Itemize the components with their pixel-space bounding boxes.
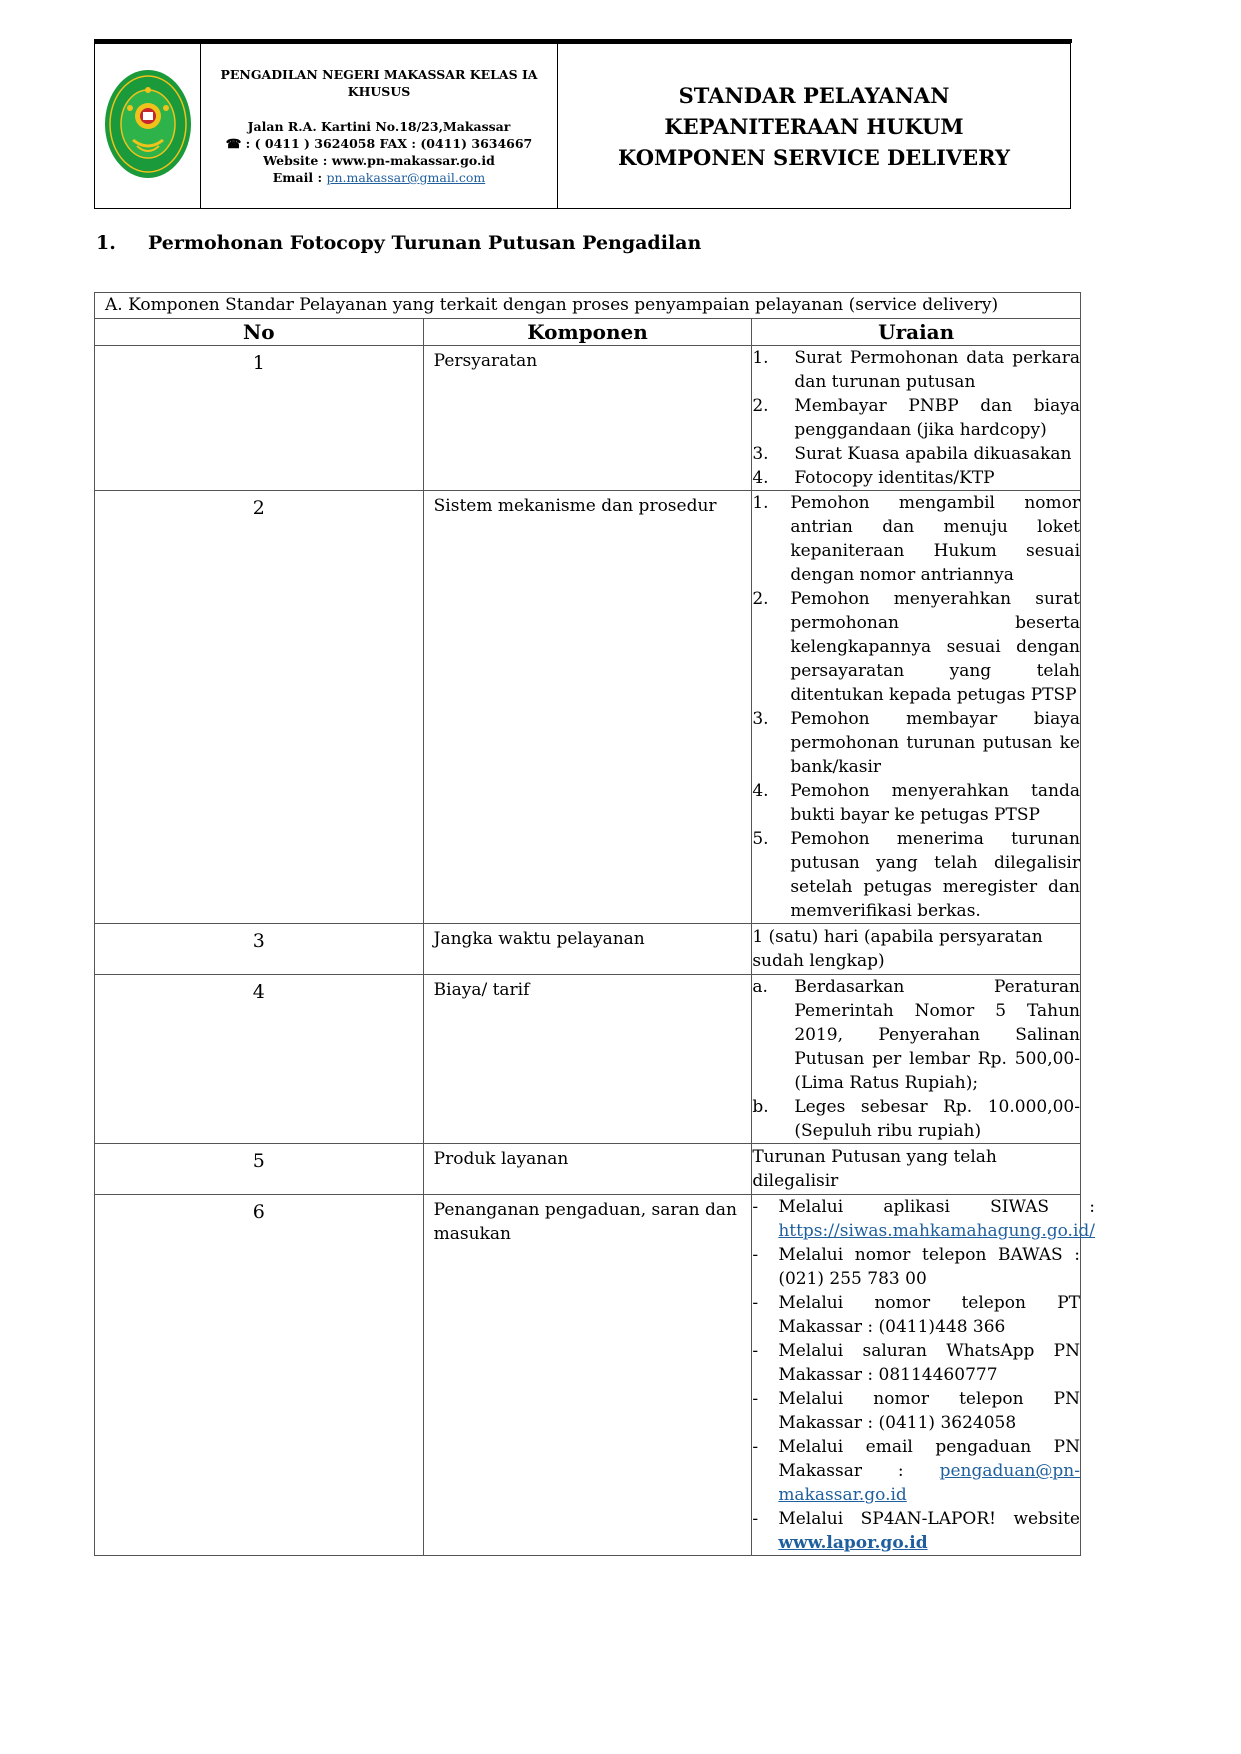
header-no: No <box>95 319 424 346</box>
requirements-list <box>752 346 1080 490</box>
row-uraian <box>752 975 1081 1144</box>
document-title-line-1: STANDAR PELAYANAN <box>678 82 950 108</box>
row-komponen <box>423 1195 752 1556</box>
list-text <box>778 1195 1095 1243</box>
list-marker: - <box>752 1389 759 1409</box>
list-item <box>752 1387 1080 1435</box>
phone-icon: ☎ <box>225 136 242 151</box>
document-title-cell <box>558 44 1071 209</box>
list-marker: 4. <box>752 781 769 801</box>
list-marker: - <box>752 1437 759 1457</box>
row-number <box>95 1195 424 1556</box>
document-title-line-2: KEPANITERAAN HUKUM <box>664 113 964 139</box>
list-text: Membayar PNBP dan biaya penggandaan (jika hardcopy) <box>794 396 1080 440</box>
list-text: Pemohon menyerahkan tanda bukti bayar ke petugas PTSP <box>790 781 1080 825</box>
row-komponen-text: Jangka waktu pelayanan <box>433 929 645 949</box>
list-item <box>752 1507 1080 1555</box>
list-item <box>752 394 1080 442</box>
siwas-link[interactable]: https://siwas.mahkamahagung.go.id/ <box>778 1221 1096 1241</box>
list-marker: a. <box>752 977 768 997</box>
list-text: Melalui nomor telepon BAWAS : (021) 255 783 00 <box>778 1245 1080 1289</box>
list-item <box>752 466 1080 490</box>
table-row <box>95 1144 1081 1195</box>
court-email <box>201 169 557 186</box>
list-item <box>752 1339 1080 1387</box>
row-komponen <box>423 491 752 924</box>
row-number <box>95 924 424 975</box>
row-number <box>95 346 424 491</box>
list-text: Berdasarkan Peraturan Pemerintah Nomor 5 Tahun 2019, Penyerahan Salinan Putusan per lembar Rp. 500,00- (Lima Ratus Rupiah); <box>794 977 1080 1093</box>
court-website: Website : www.pn-makassar.go.id <box>263 153 495 168</box>
table-row <box>95 975 1081 1144</box>
lapor-link[interactable]: www.lapor.go.id <box>778 1533 928 1553</box>
list-text: Melalui nomor telepon PN Makassar : (0411) 3624058 <box>778 1389 1080 1433</box>
list-item <box>752 1243 1080 1291</box>
row-komponen-text: Penanganan pengaduan, saran dan masukan <box>433 1200 737 1244</box>
list-item <box>752 779 1080 827</box>
list-text: Fotocopy identitas/KTP <box>794 468 995 488</box>
row-number-text: 3 <box>252 930 265 952</box>
list-text: Pemohon membayar biaya permohonan turunan putusan ke bank/kasir <box>790 709 1080 777</box>
court-email-link[interactable]: pn.makassar@gmail.com <box>326 170 486 185</box>
table-caption-row <box>95 293 1081 319</box>
list-item <box>752 827 1080 923</box>
list-text: Melalui saluran WhatsApp PN Makassar : 08114460777 <box>778 1341 1080 1385</box>
list-item <box>752 442 1080 466</box>
list-item <box>752 1435 1080 1507</box>
list-text: Pemohon mengambil nomor antrian dan menuju loket kepaniteraan Hukum sesuai dengan nomor antriannya <box>790 493 1080 585</box>
row-uraian <box>752 924 1081 975</box>
channel-label: Melalui aplikasi SIWAS : <box>778 1197 1096 1217</box>
list-text: Leges sebesar Rp. 10.000,00- (Sepuluh ribu rupiah) <box>794 1097 1080 1141</box>
list-text: Surat Kuasa apabila dikuasakan <box>794 444 1072 464</box>
court-name: PENGADILAN NEGERI MAKASSAR KELAS IA KHUSUS <box>220 67 538 99</box>
row-komponen-text: Produk layanan <box>433 1149 569 1169</box>
section-title: Permohonan Fotocopy Turunan Putusan Pengadilan <box>148 232 702 254</box>
header-komponen: Komponen <box>423 319 752 346</box>
row-uraian-text: 1 (satu) hari (apabila persyaratan sudah lengkap) <box>752 927 1043 971</box>
row-komponen <box>423 924 752 975</box>
list-text <box>778 1435 1080 1507</box>
section-heading <box>96 232 701 254</box>
channel-label: Melalui SP4AN-LAPOR! website <box>778 1509 1080 1529</box>
header-uraian: Uraian <box>752 319 1081 346</box>
list-item <box>752 707 1080 779</box>
row-uraian <box>752 1144 1081 1195</box>
complaint-email-link[interactable]: pengaduan@pn-makassar.go.id <box>778 1461 1080 1505</box>
list-item <box>752 346 1080 394</box>
row-number-text: 5 <box>252 1150 265 1172</box>
court-logo-icon <box>103 68 193 180</box>
list-marker: 3. <box>752 444 769 464</box>
row-uraian <box>752 346 1081 491</box>
table-row <box>95 346 1081 491</box>
list-marker: 4. <box>752 468 769 488</box>
list-text: Melalui nomor telepon PT Makassar : (0411)448 366 <box>778 1293 1080 1337</box>
court-address: Jalan R.A. Kartini No.18/23,Makassar <box>247 119 511 134</box>
complaint-channels-list <box>752 1195 1096 1555</box>
service-standard-table <box>94 292 1096 1556</box>
court-email-label: Email : <box>272 170 327 185</box>
list-item <box>752 975 1080 1095</box>
court-phone <box>201 135 557 152</box>
row-komponen <box>423 975 752 1144</box>
row-komponen-text: Persyaratan <box>433 351 538 371</box>
list-text: Pemohon menyerahkan surat permohonan beserta kelengkapannya sesuai dengan persayaratan yang telah ditentukan kepada petugas PTSP <box>790 589 1080 705</box>
list-item <box>752 1195 1096 1243</box>
row-number <box>95 975 424 1144</box>
channel-label: Melalui email pengaduan PN Makassar : <box>778 1437 1080 1481</box>
row-number-text: 2 <box>252 497 265 519</box>
row-komponen <box>423 1144 752 1195</box>
table-caption: A. Komponen Standar Pelayanan yang terkait dengan proses penyampaian pelayanan (service delivery) <box>95 293 1081 319</box>
row-komponen-text: Biaya/ tarif <box>433 980 530 1000</box>
procedure-list <box>752 491 1080 923</box>
table-row <box>95 924 1081 975</box>
table-row <box>95 491 1081 924</box>
letterhead <box>94 43 1071 209</box>
row-number-text: 4 <box>252 981 265 1003</box>
list-text: Pemohon menerima turunan putusan yang telah dilegalisir setelah petugas meregister dan memverifikasi berkas. <box>790 829 1080 921</box>
row-number-text: 1 <box>252 352 265 374</box>
list-marker: 3. <box>752 709 769 729</box>
list-marker: 2. <box>752 589 769 609</box>
list-item <box>752 491 1080 587</box>
document-title-line-3: KOMPONEN SERVICE DELIVERY <box>618 144 1010 170</box>
list-marker: 5. <box>752 829 769 849</box>
list-item <box>752 1291 1080 1339</box>
list-marker: - <box>752 1245 759 1265</box>
list-marker: - <box>752 1293 759 1313</box>
fee-list <box>752 975 1080 1143</box>
row-number-text: 6 <box>252 1201 265 1223</box>
list-text <box>778 1507 1080 1555</box>
row-number <box>95 1144 424 1195</box>
list-marker: - <box>752 1509 759 1529</box>
row-uraian <box>752 1195 1096 1556</box>
table-row <box>95 1195 1081 1556</box>
list-text: Surat Permohonan data perkara dan turunan putusan <box>794 348 1080 392</box>
table-header-row <box>95 319 1081 346</box>
row-uraian-text: Turunan Putusan yang telah dilegalisir <box>752 1147 997 1191</box>
list-marker: - <box>752 1197 759 1217</box>
row-number <box>95 491 424 924</box>
list-marker: - <box>752 1341 759 1361</box>
section-number: 1. <box>96 232 116 254</box>
list-marker: 1. <box>752 493 769 513</box>
court-phone-text: : ( 0411 ) 3624058 FAX : (0411) 3634667 <box>241 136 533 151</box>
list-marker: 1. <box>752 348 769 368</box>
row-komponen-text: Sistem mekanisme dan prosedur <box>433 496 717 516</box>
row-uraian <box>752 491 1081 924</box>
row-komponen <box>423 346 752 491</box>
court-info-cell <box>201 44 558 209</box>
list-item <box>752 587 1080 707</box>
list-item <box>752 1095 1080 1143</box>
list-marker: 2. <box>752 396 769 416</box>
logo-cell <box>95 44 201 209</box>
list-marker: b. <box>752 1097 769 1117</box>
